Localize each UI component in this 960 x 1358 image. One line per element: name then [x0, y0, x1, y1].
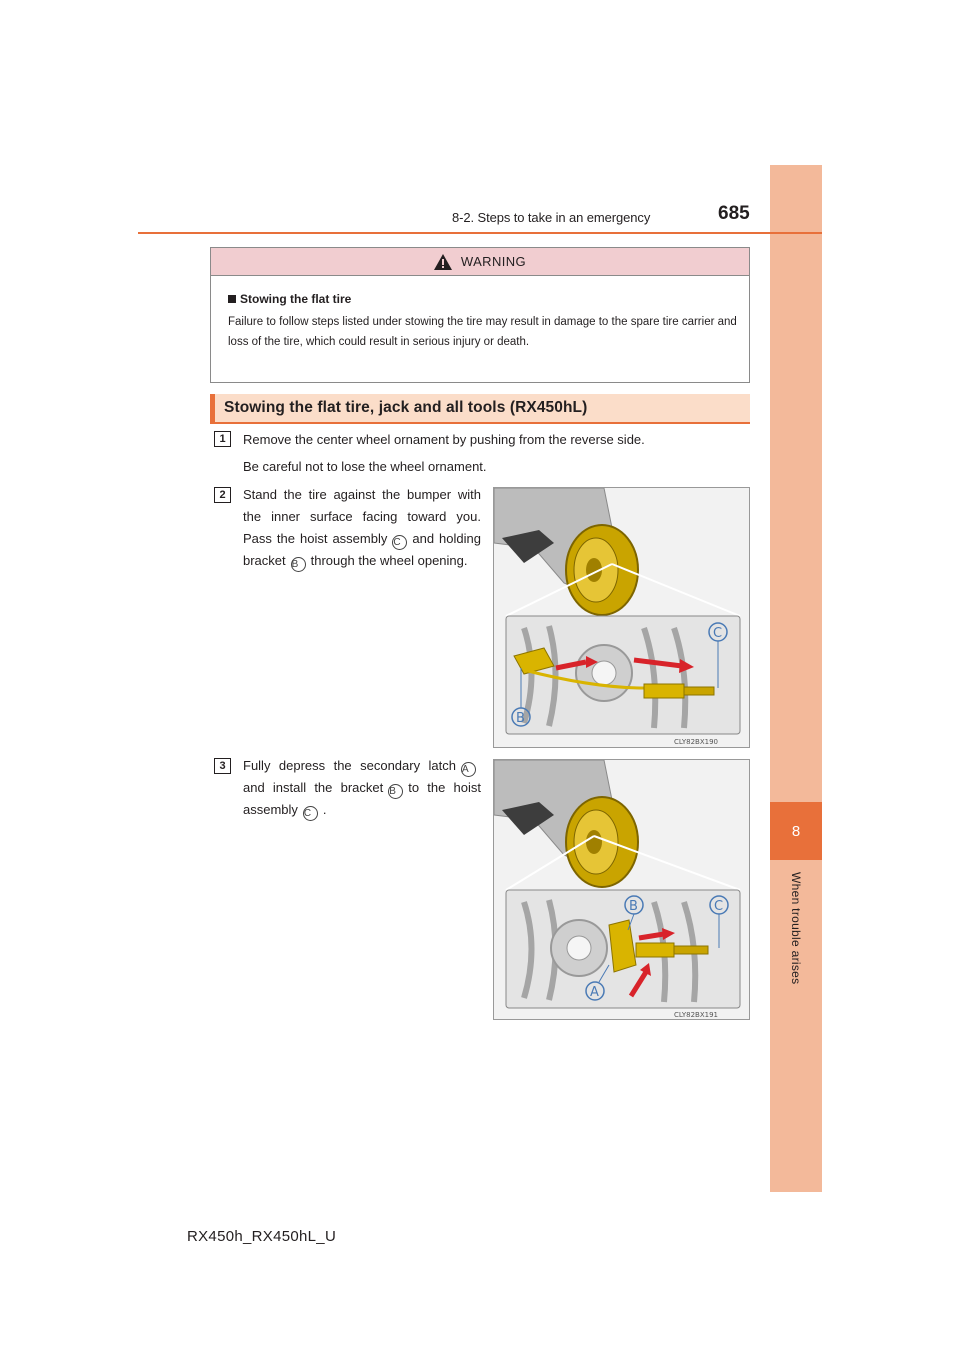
- svg-text:A: A: [590, 985, 599, 1000]
- warning-triangle-icon: [434, 254, 452, 270]
- step-3-text: Fully depress the secondary latch Aand install the bracket B to the hoist assembly C .: [243, 758, 481, 819]
- warning-text: Failure to follow steps listed under stowing the tire may result in damage to the spare tire carrier and loss of the tire, which could result in serious injury or death.: [228, 316, 737, 348]
- square-bullet-icon: [228, 295, 236, 303]
- callout-a: A: [461, 762, 476, 777]
- callout-b: B: [291, 557, 306, 572]
- step-number-1: 1: [214, 431, 231, 447]
- side-strip: [770, 165, 822, 1192]
- step-1-text: Remove the center wheel ornament by pushing from the reverse side.: [243, 432, 645, 447]
- step-number-2: 2: [214, 487, 231, 503]
- callout-b: B: [388, 784, 403, 799]
- warning-heading: WARNING: [460, 254, 527, 269]
- warning-header: [211, 248, 749, 276]
- header-rule: [138, 232, 822, 234]
- figure-step-2: [493, 487, 750, 748]
- svg-text:CLY82BX191: CLY82BX191: [674, 1011, 718, 1019]
- callout-c: C: [392, 535, 407, 550]
- chapter-label: When trouble arises: [789, 872, 803, 985]
- step-2-text: Stand the tire against the bumper with the inner surface facing toward you. Pass the hoist assembly C and holding bracket B through the wheel opening.: [243, 487, 481, 570]
- warning-box: [210, 247, 750, 383]
- model-footer: RX450h_RX450hL_U: [187, 1228, 337, 1245]
- svg-text:B: B: [629, 899, 638, 914]
- chapter-tab: 8: [770, 802, 822, 860]
- section-heading: 8-2. Steps to take in an emergency: [452, 210, 651, 225]
- page-number: 685: [718, 203, 750, 224]
- step-number-3: 3: [214, 758, 231, 774]
- svg-text:C: C: [713, 626, 723, 641]
- svg-text:CLY82BX190: CLY82BX190: [674, 738, 718, 746]
- callout-c: C: [303, 806, 318, 821]
- svg-text:B: B: [516, 711, 525, 726]
- warning-title: Stowing the flat tire: [228, 292, 351, 306]
- figure-step-3: [493, 759, 750, 1020]
- section-title: Stowing the flat tire, jack and all tools (RX450hL): [210, 394, 750, 424]
- step-1-note: Be careful not to lose the wheel ornament.: [243, 459, 487, 474]
- svg-text:C: C: [714, 899, 724, 914]
